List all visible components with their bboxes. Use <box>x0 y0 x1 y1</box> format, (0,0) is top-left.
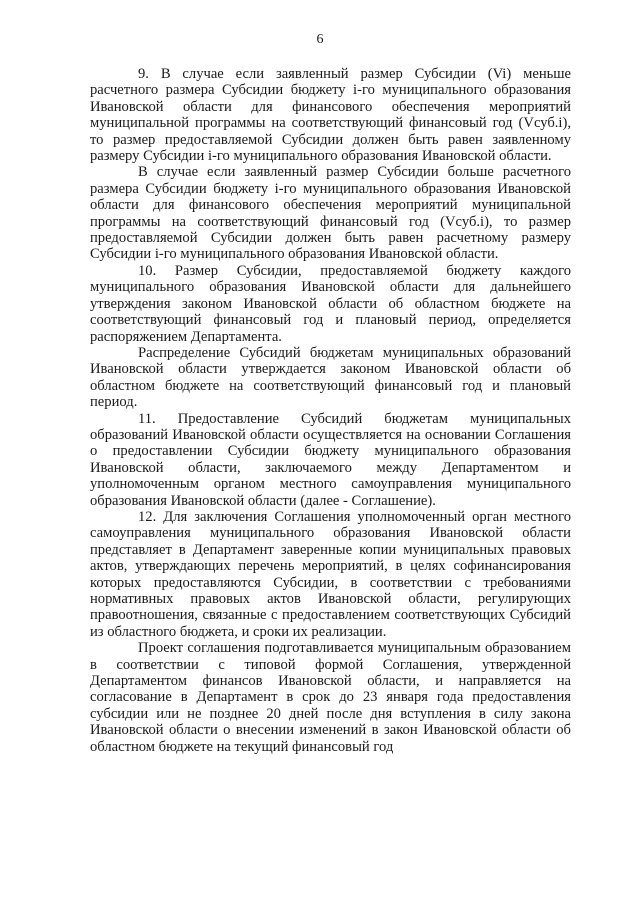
paragraph-9: 9. В случае если заявленный размер Субсидии (Vi) меньше расчетного размера Субсидии бюджету i-го муниципального образования Ивановской области для финансового обеспечения мероприятий муниципальной программы на соответствующий финансовый год (Vсуб.i), то размер предоставляемой Субсидии должен быть равен заявленному размеру Субсидии i-го муниципального образования Ивановской области. <box>90 66 571 165</box>
paragraph-10: 10. Размер Субсидии, предоставляемой бюджету каждого муниципального образования Ивановской области для дальнейшего утверждения законом Ивановской области об областном бюджете на соответствующий финансовый год и плановый период, определяется распоряжением Департамента. <box>90 262 571 345</box>
page-number: 6 <box>316 32 324 47</box>
paragraph-9-continuation: В случае если заявленный размер Субсидии больше расчетного размера Субсидии бюджету i-го муниципального образования Ивановской области для финансового обеспечения мероприятий муниципальной программы на соответствующий финансовый год (Vсуб.i), то размер предоставляемой Субсидии должен быть равен расчетному размеру Субсидии i-го муниципального образования Ивановской области. <box>90 164 571 263</box>
document-body <box>90 66 571 755</box>
paragraph-10-continuation: Распределение Субсидий бюджетам муниципальных образований Ивановской области утверждается законом Ивановской области об областном бюджете на соответствующий финансовый год и плановый период. <box>90 344 571 411</box>
paragraph-12-continuation: Проект соглашения подготавливается муниципальным образованием в соответствии с типовой формой Соглашения, утвержденной Департаментом финансов Ивановской области, и направляется на согласование в Департамент в срок до 23 января года предоставления субсидии или не позднее 20 дней после дня вступления в силу закона Ивановской области о внесении изменений в закон Ивановской области об областном бюджете на текущий финансовый год <box>90 640 571 755</box>
paragraph-12: 12. Для заключения Соглашения уполномоченный орган местного самоуправления муниципального образования Ивановской области представляет в Департамент заверенные копии муниципальных правовых актов, утверждающих перечень мероприятий, в целях софинансирования которых предоставляются Субсидии, в соответствии с требованиями нормативных правовых актов Ивановской области, регулирующих правоотношения, связанные с предоставлением соответствующих Субсидий из областного бюджета, и сроки их реализации. <box>90 508 571 640</box>
paragraph-11: 11. Предоставление Субсидий бюджетам муниципальных образований Ивановской области осуществляется на основании Соглашения о предоставлении Субсидии бюджету муниципального образования Ивановской области, заключаемого между Департаментом и уполномоченным органом местного самоуправления муниципального образования Ивановской области (далее - Соглашение). <box>90 410 571 509</box>
